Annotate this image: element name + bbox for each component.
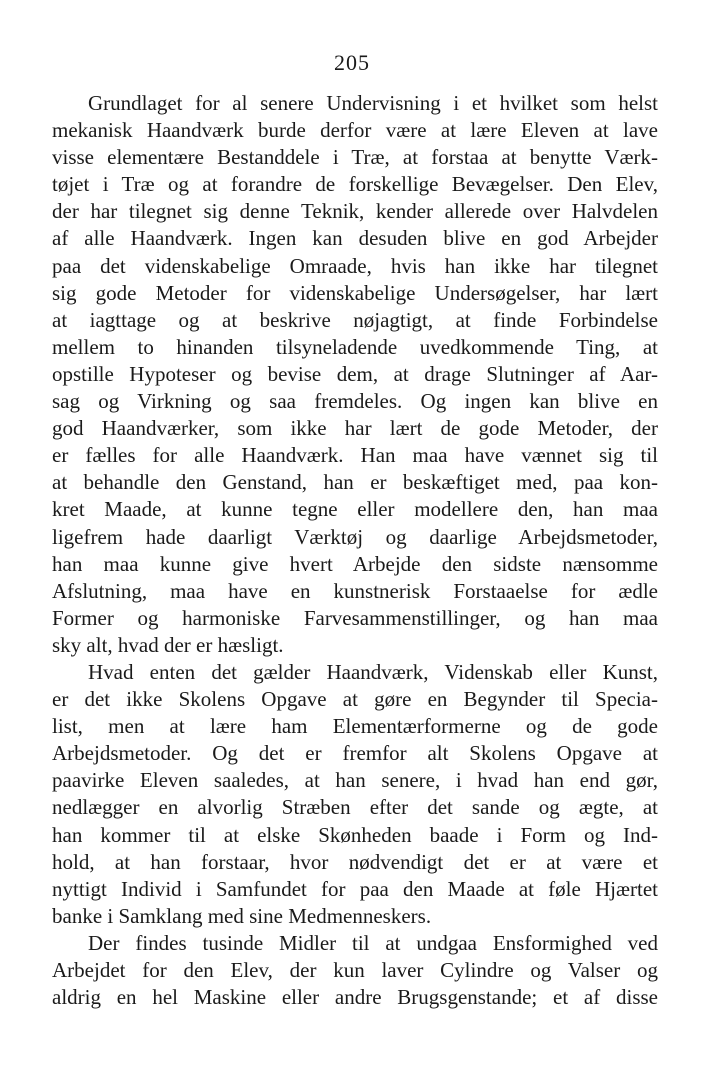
text-line: sky alt, hvad der er hæsligt. <box>52 632 284 657</box>
text-line: paavirke Eleven saaledes, at han senere, i hvad han end gør, <box>52 768 658 793</box>
text-line: mellem to hinanden tilsyneladende uvedkommende Ting, at <box>52 334 658 359</box>
text-line: han maa kunne give hvert Arbejde den sidste nænsomme <box>52 551 658 576</box>
text-line: Der findes tusinde Midler til at undgaa Ensformighed ved <box>88 930 658 955</box>
text-line: sag og Virkning og saa fremdeles. Og ingen kan blive en <box>52 389 658 414</box>
text-line: af alle Haandværk. Ingen kan desuden blive en god Arbejder <box>52 226 658 251</box>
text-line: Former og harmoniske Farvesammenstillinger, og han maa <box>52 605 658 630</box>
text-line: ligefrem hade daarligt Værktøj og daarlige Arbejdsmetoder, <box>52 524 658 549</box>
text-line: visse elementære Bestanddele i Træ, at forstaa at benytte Værk- <box>52 145 658 170</box>
text-line: aldrig en hel Maskine eller andre Brugsgenstande; et af disse <box>52 985 658 1010</box>
text-line: er det ikke Skolens Opgave at gøre en Begynder til Specia- <box>52 687 658 712</box>
text-line: der har tilegnet sig denne Teknik, kender allerede over Halvdelen <box>52 199 658 224</box>
body-text <box>52 90 658 1011</box>
text-line: at behandle den Genstand, han er beskæftiget med, paa kon- <box>52 470 658 495</box>
text-line: Arbejdet for den Elev, der kun laver Cylindre og Valser og <box>52 958 658 982</box>
text-line: paa det videnskabelige Omraade, hvis han ikke har tilegnet <box>52 253 658 278</box>
text-line: at iagttage og at beskrive nøjagtigt, at finde Forbindelse <box>52 307 658 332</box>
text-line: banke i Samklang med sine Medmenneskers. <box>52 903 432 928</box>
text-line: list, men at lære ham Elementærformerne og de gode <box>52 714 658 739</box>
text-line: tøjet i Træ og at forandre de forskellige Bevægelser. Den Elev, <box>52 172 658 197</box>
page-number: 205 <box>334 50 370 75</box>
text-line: hold, at han forstaar, hvor nødvendigt det er at være et <box>52 849 658 874</box>
text-line: kret Maade, at kunne tegne eller modellere den, han maa <box>52 497 658 522</box>
text-line: nyttigt Individ i Samfundet for paa den Maade at føle Hjærtet <box>52 876 658 901</box>
text-line: nedlægger en alvorlig Stræben efter det sande og ægte, at <box>52 795 658 820</box>
text-line: mekanisk Haandværk burde derfor være at lære Eleven at lave <box>52 118 658 143</box>
text-line: Hvad enten det gælder Haandværk, Videnskab eller Kunst, <box>88 659 658 684</box>
text-line: Arbejdsmetoder. Og det er fremfor alt Skolens Opgave at <box>52 741 658 766</box>
text-line: sig gode Metoder for videnskabelige Undersøgelser, har lært <box>52 280 658 305</box>
text-line: er fælles for alle Haandværk. Han maa have vænnet sig til <box>52 443 658 468</box>
text-line: opstille Hypoteser og bevise dem, at drage Slutninger af Aar- <box>52 361 658 386</box>
text-line: Afslutning, maa have en kunstnerisk Forstaaelse for ædle <box>52 578 658 603</box>
text-line: god Haandværker, som ikke har lært de gode Metoder, der <box>52 416 658 441</box>
text-line: Grundlaget for al senere Undervisning i et hvilket som helst <box>88 91 658 115</box>
text-line: han kommer til at elske Skønheden baade i Form og Ind- <box>52 822 658 847</box>
